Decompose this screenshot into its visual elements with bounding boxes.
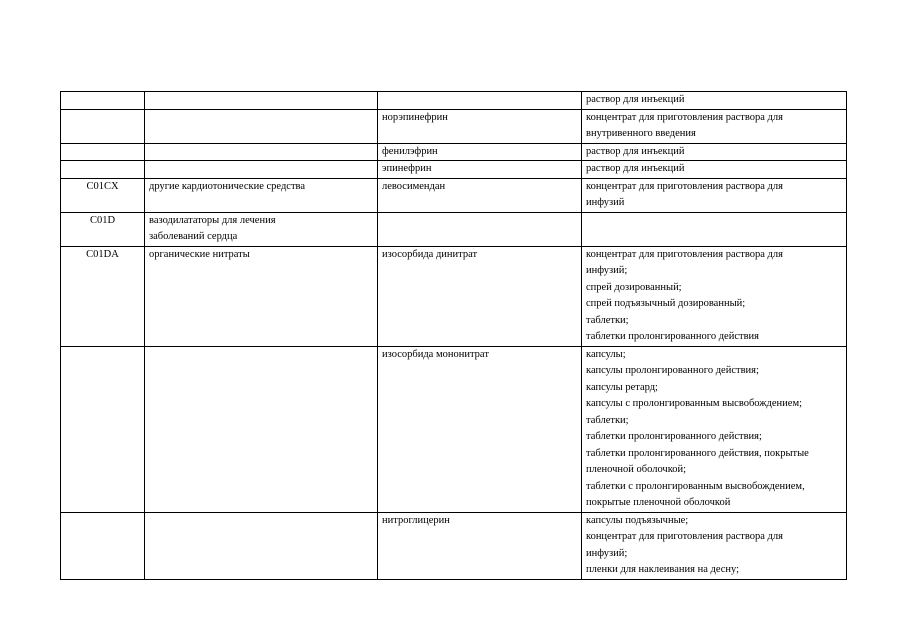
group-name-line: другие кардиотонические средства bbox=[149, 180, 306, 192]
atc-code-cell bbox=[61, 346, 145, 512]
dosage-form-line: таблетки пролонгированного действия bbox=[586, 331, 759, 342]
atc-code-cell bbox=[61, 512, 145, 579]
atc-code-cell bbox=[61, 161, 145, 179]
dosage-forms-cell bbox=[582, 178, 847, 212]
table-row bbox=[61, 246, 847, 346]
atc-code-cell bbox=[61, 246, 145, 346]
dosage-form-line: инфузий bbox=[586, 197, 625, 208]
dosage-form-line: капсулы ретард; bbox=[586, 381, 658, 393]
group-name-line: вазодилататоры для лечения bbox=[149, 214, 276, 226]
group-cell bbox=[145, 92, 378, 110]
table-row bbox=[61, 92, 847, 110]
dosage-form-line: пленочной оболочкой; bbox=[586, 464, 687, 475]
dosage-forms-cell bbox=[582, 212, 847, 246]
table-row bbox=[61, 161, 847, 179]
dosage-form-line: капсулы с пролонгированным высвобождением; bbox=[586, 398, 803, 409]
table-body bbox=[61, 92, 847, 580]
dosage-form-line: таблетки; bbox=[586, 314, 629, 326]
dosage-form-line: спрей дозированный; bbox=[586, 281, 682, 293]
dosage-form-line: таблетки пролонгированного действия, покрытые bbox=[586, 447, 809, 459]
substance-cell bbox=[378, 346, 582, 512]
group-cell bbox=[145, 143, 378, 161]
substance-name: левосимендан bbox=[382, 180, 446, 192]
dosage-form-line: раствор для инъекций bbox=[586, 163, 685, 174]
dosage-form-line: покрытые пленочной оболочкой bbox=[586, 497, 731, 508]
group-cell bbox=[145, 512, 378, 579]
group-name-line: заболеваний сердца bbox=[149, 231, 238, 242]
dosage-form-line: концентрат для приготовления раствора для bbox=[586, 111, 783, 123]
dosage-form-line: концентрат для приготовления раствора для bbox=[586, 531, 783, 542]
dosage-form-line: спрей подъязычный дозированный; bbox=[586, 298, 746, 309]
substance-cell bbox=[378, 512, 582, 579]
dosage-forms-cell bbox=[582, 143, 847, 161]
dosage-forms-cell bbox=[582, 246, 847, 346]
group-cell bbox=[145, 178, 378, 212]
substance-name: фенилэфрин bbox=[382, 145, 438, 157]
dosage-forms-cell bbox=[582, 92, 847, 110]
dosage-form-line: инфузий; bbox=[586, 547, 628, 559]
substance-cell bbox=[378, 212, 582, 246]
dosage-form-line: капсулы пролонгированного действия; bbox=[586, 365, 759, 376]
dosage-form-line: таблетки пролонгированного действия; bbox=[586, 431, 762, 442]
atc-code: C01CX bbox=[86, 180, 119, 192]
substance-name: нитроглицерин bbox=[382, 514, 450, 526]
group-cell bbox=[145, 161, 378, 179]
group-cell bbox=[145, 109, 378, 143]
table-row bbox=[61, 346, 847, 512]
group-cell bbox=[145, 346, 378, 512]
substance-name: изосорбида мононитрат bbox=[382, 348, 489, 360]
substance-cell bbox=[378, 246, 582, 346]
dosage-form-line: концентрат для приготовления раствора для bbox=[586, 180, 783, 192]
dosage-form-line: таблетки с пролонгированным высвобождением, bbox=[586, 480, 805, 492]
atc-code-cell bbox=[61, 92, 145, 110]
group-cell bbox=[145, 212, 378, 246]
table-row bbox=[61, 143, 847, 161]
substance-cell bbox=[378, 109, 582, 143]
atc-code-cell bbox=[61, 178, 145, 212]
substance-name: эпинефрин bbox=[382, 163, 432, 174]
group-cell bbox=[145, 246, 378, 346]
table-row bbox=[61, 512, 847, 579]
table-row bbox=[61, 212, 847, 246]
atc-code-cell bbox=[61, 212, 145, 246]
dosage-form-line: таблетки; bbox=[586, 414, 629, 426]
dosage-form-line: пленки для наклеивания на десну; bbox=[586, 564, 740, 575]
substance-cell bbox=[378, 92, 582, 110]
dosage-forms-cell bbox=[582, 109, 847, 143]
atc-code-cell bbox=[61, 109, 145, 143]
dosage-form-line: внутривенного введения bbox=[586, 128, 696, 139]
dosage-form-line: инфузий; bbox=[586, 265, 628, 276]
dosage-forms-cell bbox=[582, 346, 847, 512]
substance-name: норэпинефрин bbox=[382, 111, 448, 123]
atc-code: C01D bbox=[89, 214, 116, 226]
dosage-forms-cell bbox=[582, 161, 847, 179]
dosage-form-line: раствор для инъекций bbox=[586, 94, 685, 105]
table-row bbox=[61, 109, 847, 143]
dosage-form-line: капсулы подъязычные; bbox=[586, 514, 689, 526]
substance-name: изосорбида динитрат bbox=[382, 248, 478, 260]
atc-code-cell bbox=[61, 143, 145, 161]
dosage-form-line: концентрат для приготовления раствора для bbox=[586, 248, 783, 260]
drug-table bbox=[60, 91, 847, 580]
substance-cell bbox=[378, 143, 582, 161]
dosage-forms-cell bbox=[582, 512, 847, 579]
group-name-line: органические нитраты bbox=[149, 248, 250, 260]
dosage-form-line: раствор для инъекций bbox=[586, 145, 685, 157]
dosage-form-line: капсулы; bbox=[586, 348, 626, 360]
atc-code: C01DA bbox=[86, 248, 119, 260]
substance-cell bbox=[378, 161, 582, 179]
substance-cell bbox=[378, 178, 582, 212]
table-row bbox=[61, 178, 847, 212]
